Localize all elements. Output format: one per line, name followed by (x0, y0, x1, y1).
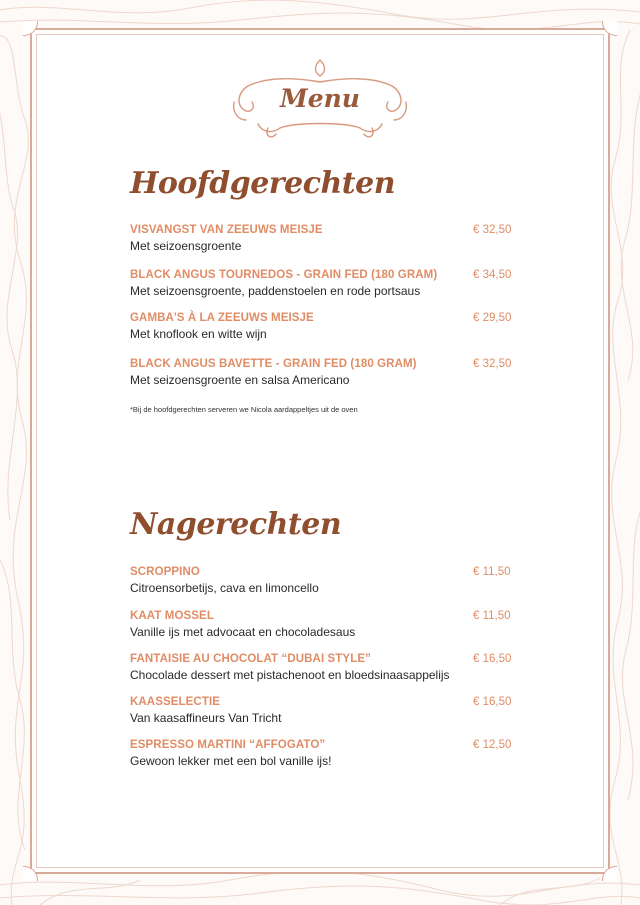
dish-item (130, 269, 530, 298)
dish-item (130, 696, 530, 725)
dish-description: Met seizoensgroente en salsa Americano (130, 373, 350, 387)
dish-name: ESPRESSO MARTINI “AFFOGATO” (130, 739, 326, 751)
dish-name: BLACK ANGUS TOURNEDOS - GRAIN FED (180 GRAM) (130, 269, 438, 281)
dish-item (130, 224, 530, 253)
dish-name: VISVANGST VAN ZEEUWS MEISJE (130, 224, 323, 236)
dish-name: GAMBA'S À LA ZEEUWS MEISJE (130, 312, 314, 324)
dish-name: KAAT MOSSEL (130, 610, 214, 622)
corner-ornament (602, 866, 617, 881)
dish-description: Gewoon lekker met een bol vanille ijs! (130, 754, 332, 768)
dish-item (130, 739, 530, 768)
section-title-main-courses: Hoofdgerechten (130, 166, 396, 201)
dish-item (130, 312, 530, 341)
dish-description: Chocolade dessert met pistachenoot en bloedsinaasappelijs (130, 668, 450, 682)
dish-price: € 11,50 (473, 610, 511, 622)
dish-item (130, 566, 530, 595)
dish-description: Van kaasaffineurs Van Tricht (130, 711, 282, 725)
dish-name: BLACK ANGUS BAVETTE - GRAIN FED (180 GRAM) (130, 358, 417, 370)
dish-description: Met seizoensgroente, paddenstoelen en rode portsaus (130, 284, 421, 298)
dish-price: € 34,50 (473, 269, 512, 281)
dish-name: SCROPPINO (130, 566, 200, 578)
menu-title: Menu (280, 84, 360, 113)
dish-name: FANTAISIE AU CHOCOLAT “DUBAI STYLE” (130, 653, 371, 665)
corner-ornament (23, 866, 38, 881)
dish-price: € 12,50 (473, 739, 512, 751)
dish-item (130, 610, 530, 639)
footnote: *Bij de hoofdgerechten serveren we Nicola aardappeltjes uit de oven (130, 405, 358, 414)
dish-price: € 16,50 (473, 653, 512, 665)
dish-description: Vanille ijs met advocaat en chocoladesaus (130, 625, 356, 639)
dish-price: € 32,50 (473, 224, 512, 236)
dish-price: € 29,50 (473, 312, 512, 324)
dish-description: Citroensorbetijs, cava en limoncello (130, 581, 319, 595)
dish-item (130, 358, 530, 387)
dish-item (130, 653, 530, 682)
dish-price: € 32,50 (473, 358, 512, 370)
dish-name: KAASSELECTIE (130, 696, 221, 708)
section-title-desserts: Nagerechten (130, 507, 342, 542)
dish-description: Met knoflook en witte wijn (130, 327, 267, 341)
dish-price: € 16,50 (473, 696, 512, 708)
dish-description: Met seizoensgroente (130, 239, 242, 253)
corner-ornament (602, 21, 617, 36)
dish-price: € 11,50 (473, 566, 511, 578)
